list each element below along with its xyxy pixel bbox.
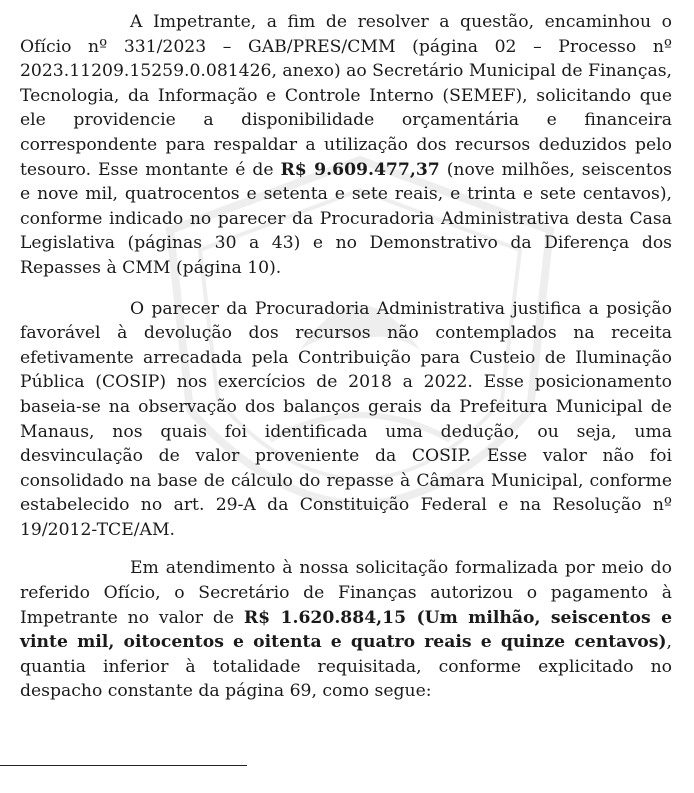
document-body [20, 10, 672, 704]
p2-text-1: O parecer da Procuradoria Administrativa justifica a posição favorável à devolução dos recursos não contemplados na receita efetivamente arrecadada pela Contribuição para Custeio de Iluminação Pública (COSIP) nos exercícios de 2018 a 2022. Esse posicionamento baseia-se na observação dos balanços gerais da Prefeitura Municipal de Manaus, nos quais foi identificada uma dedução, ou seja, uma desvinculação de valor proveniente da COSIP. Esse valor não foi consolidado na base de cálculo do repasse à Câmara Municipal, conforme estabelecido no art. 29-A da Constituição Federal e na Resolução nº 19/2012-TCE/AM. [20, 298, 672, 540]
paragraph-oficio [20, 10, 672, 281]
paragraph-parecer [20, 297, 672, 543]
p3-amount-bold: R$ 1.620.884,15 (Um milhão, seiscentos e vinte mil, oitocentos e oitenta e quatro reais e quinze centavos) [20, 607, 673, 653]
p1-amount-bold: R$ 9.609.477,37 [280, 159, 440, 180]
p1-text-1: A Impetrante, a fim de resolver a questão, encaminhou o Ofício nº 331/2023 – GAB/PRES/CMM (página 02 – Processo nº 2023.11209.15259.0.081426, anexo) ao Secretário Municipal de Finanças, Tecnologia, da Informação e Controle Interno (SEMEF), solicitando que ele providencie a disponibilidade orçamentária e financeira correspondente para respaldar a utilização dos recursos deduzidos pelo tesouro. Esse montante é de [20, 12, 672, 180]
p3-text-1: Em atendimento à nossa solicitação formalizada por meio do referido Ofício, o Secretário de Finanças autorizou o pagamento à Impetrante no valor de [20, 558, 672, 628]
p3-text-2: , quantia inferior à totalidade requisitada, conforme explicitado no despacho constante da página 69, como segue: [20, 632, 672, 702]
p1-text-2: (nove milhões, seiscentos e nove mil, quatrocentos e setenta e sete reais, e trinta e sete centavos), conforme indicado no parecer da Procuradoria Administrativa desta Casa Legislativa (páginas 30 a 43) e no Demonstrativo da Diferença dos Repasses à CMM (página 10). [20, 159, 673, 278]
paragraph-atendimento [20, 556, 672, 704]
footnote-separator [0, 765, 247, 766]
